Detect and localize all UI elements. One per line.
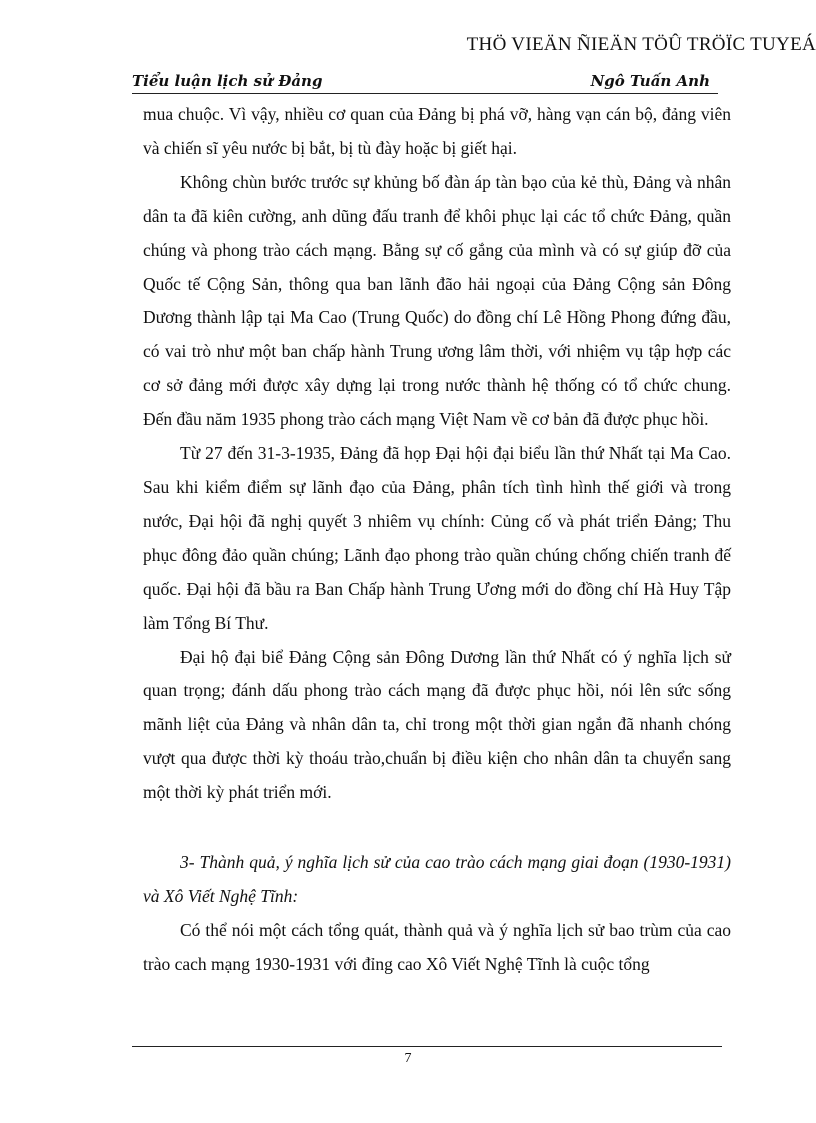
paragraph: Từ 27 đến 31-3-1935, Đảng đã họp Đại hội đại biểu lần thứ Nhất tại Ma Cao. Sau khi kiểm điểm sự lãnh đạo của Đảng, phân tích tình hình thế giới và trong nước, Đại hội đã nghị quyết 3 nhiêm vụ chính: Củng cố và phát triển Đảng; Thu phục đông đảo quần chúng; Lãnh đạo phong trào quần chúng chống chiến tranh đế quốc. Đại hội đã bầu ra Ban Chấp hành Trung Ương mới do đồng chí Hà Huy Tập làm Tổng Bí Thư. <box>143 443 731 633</box>
section-heading: 3- Thành quả, ý nghĩa lịch sử của cao trào cách mạng giai đoạn (1930-1931) và Xô Viết Nghệ Tĩnh: <box>143 852 731 906</box>
paragraph: Không chùn bước trước sự khủng bố đàn áp tàn bạo của kẻ thù, Đảng và nhân dân ta đã kiên cường, anh dũng đấu tranh để khôi phục lại các tổ chức Đảng, quần chúng và phong trào cách mạng. Bằng sự cố gắng của mình và có sự giúp đỡ của Quốc tế Cộng Sản, thông qua ban lãnh đão hải ngoại của Đảng Cộng sản Đông Dương thành lập tại Ma Cao (Trung Quốc) do đồng chí Lê Hồng Phong đứng đầu, có vai trò như một ban chấp hành Trung ương lâm thời, với nhiệm vụ tập hợp các cơ sở đảng mới được xây dựng lại trong nước thành hệ thống có tổ chức chung. Đến đầu năm 1935 phong trào cách mạng Việt Nam về cơ bản đã được phục hồi. <box>143 171 731 430</box>
header-title: Tiểu luận lịch sử Đảng <box>132 72 323 90</box>
footer-divider <box>132 1046 722 1047</box>
paragraph: Đại hộ đại biể Đảng Cộng sản Đông Dương lần thứ Nhất có ý nghĩa lịch sử quan trọng; đánh dấu phong trào cách mạng đã được phục hồi, nói lên sức sống mãnh liệt của Đảng và nhân dân ta, chỉ trong một thời gian ngắn đã nhanh chóng vượt qua được thời kỳ thoáu trào,chuẩn bị điều kiện cho nhân dân ta chuyển sang một thời kỳ phát triển mới. <box>143 646 731 803</box>
paragraph-continuation: mua chuộc. Vì vậy, nhiều cơ quan của Đảng bị phá vỡ, hàng vạn cán bộ, đảng viên và chiến sĩ yêu nước bị bắt, bị tù đày hoặc bị giết hại. <box>143 104 731 158</box>
header-divider <box>132 93 718 94</box>
running-header <box>132 70 714 92</box>
header-author: Ngô Tuấn Anh <box>590 72 710 90</box>
site-banner: THÖ VIEÄN ÑIEÄN TÖÛ TRÖÏC TUYEÁ <box>466 34 816 55</box>
page-number: 7 <box>404 1051 412 1066</box>
document-body <box>143 98 731 982</box>
paragraph: Có thể nói một cách tổng quát, thành quả và ý nghĩa lịch sử bao trùm của cao trào cach mạng 1930-1931 với đỉng cao Xô Viết Nghệ Tĩnh là cuộc tổng <box>143 919 731 974</box>
